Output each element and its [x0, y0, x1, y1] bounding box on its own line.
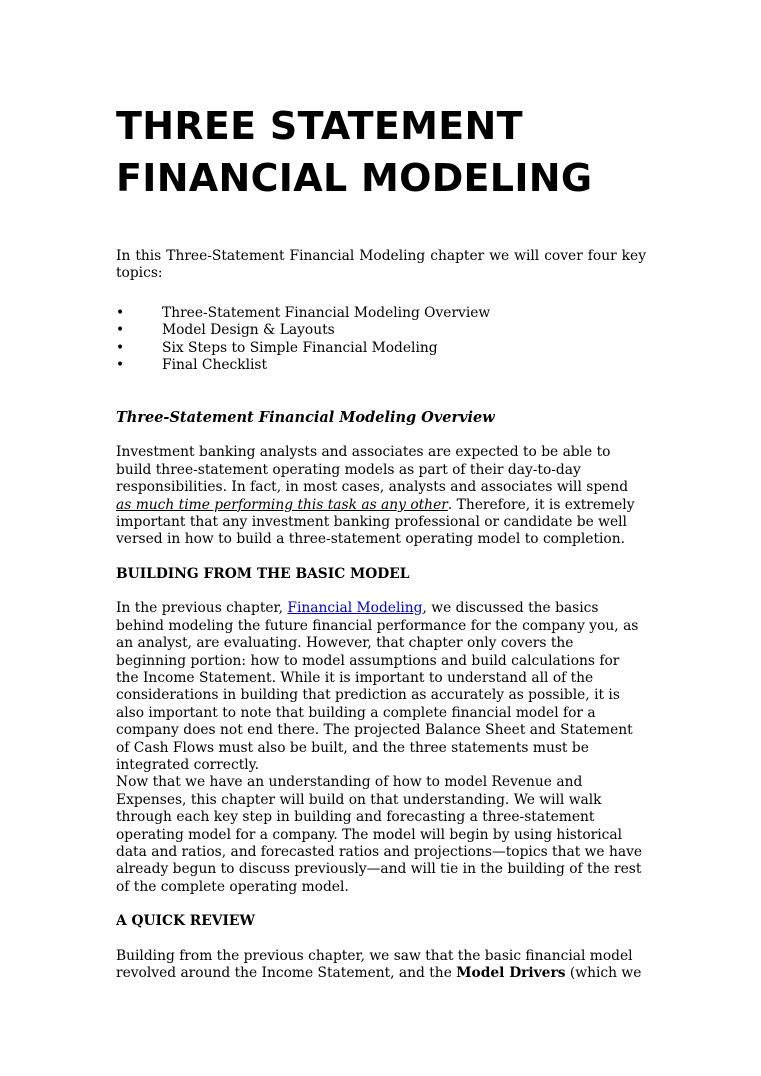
overview-paragraph: Investment banking analysts and associates are expected to be able to build three-statement operating models as part of their day-to-day responsibilities. In fact, in most cases, analysts and associates will spend as much time performing this task as any other. Therefore, it is extremely important that any investment banking professional or candidate be well versed in how to build a three-statement operating model to completion. — [116, 444, 635, 548]
bullet: • — [116, 304, 125, 321]
bullet: • — [116, 357, 125, 374]
subheading-review: A QUICK REVIEW — [116, 913, 255, 930]
document-page — [116, 100, 646, 982]
title-line-1: THREE STATEMENT — [116, 104, 523, 148]
list-item: • Model Design & Layouts — [116, 322, 335, 339]
page-title — [116, 100, 646, 204]
building-paragraph-2: Now that we have an understanding of how to model Revenue and Expenses, this chapter will build on that understanding. We will walk through each key step in building and forecasting a three-statement operating model for a company. The model will begin by using historical data and ratios, and forecasted ratios and projections—topics that we have already begun to discuss previously—and will tie in the building of the rest of the complete operating model. — [116, 774, 643, 895]
review-paragraph: Building from the previous chapter, we saw that the basic financial model revolved around the Income Statement, and the Model Drivers (which we — [116, 947, 642, 981]
list-item: • Six Steps to Simple Financial Modeling — [116, 339, 438, 356]
bullet: • — [116, 339, 125, 356]
bullet: • — [116, 322, 125, 339]
topics-list — [116, 305, 646, 375]
financial-modeling-link[interactable]: Financial Modeling — [287, 600, 423, 617]
emphasized-text: as much time performing this task as any other — [116, 496, 448, 513]
building-paragraph-1: In the previous chapter, Financial Modeling, we discussed the basics behind modeling the future financial performance for the company you, as an analyst, are evaluating. However, that chapter only covers the beginning portion: how to model assumptions and build calculations for the Income Statement. While it is important to understand all of the considerations in building that prediction as accurately as possible, it is also important to note that building a complete financial model for a company does not end there. The projected Balance Sheet and Statement of Cash Flows must also be built, and the three statements must be integrated correctly. — [116, 600, 639, 773]
subheading-building: BUILDING FROM THE BASIC MODEL — [116, 565, 410, 582]
section-heading-overview: Three-Statement Financial Modeling Overview — [116, 409, 495, 427]
bold-text: Model Drivers — [456, 965, 566, 981]
intro-paragraph: In this Three-Statement Financial Modeling chapter we will cover four key topics: — [116, 248, 646, 282]
list-item: • Final Checklist — [116, 357, 268, 374]
title-line-2: FINANCIAL MODELING — [116, 156, 593, 200]
list-item: • Three-Statement Financial Modeling Overview — [116, 304, 491, 321]
